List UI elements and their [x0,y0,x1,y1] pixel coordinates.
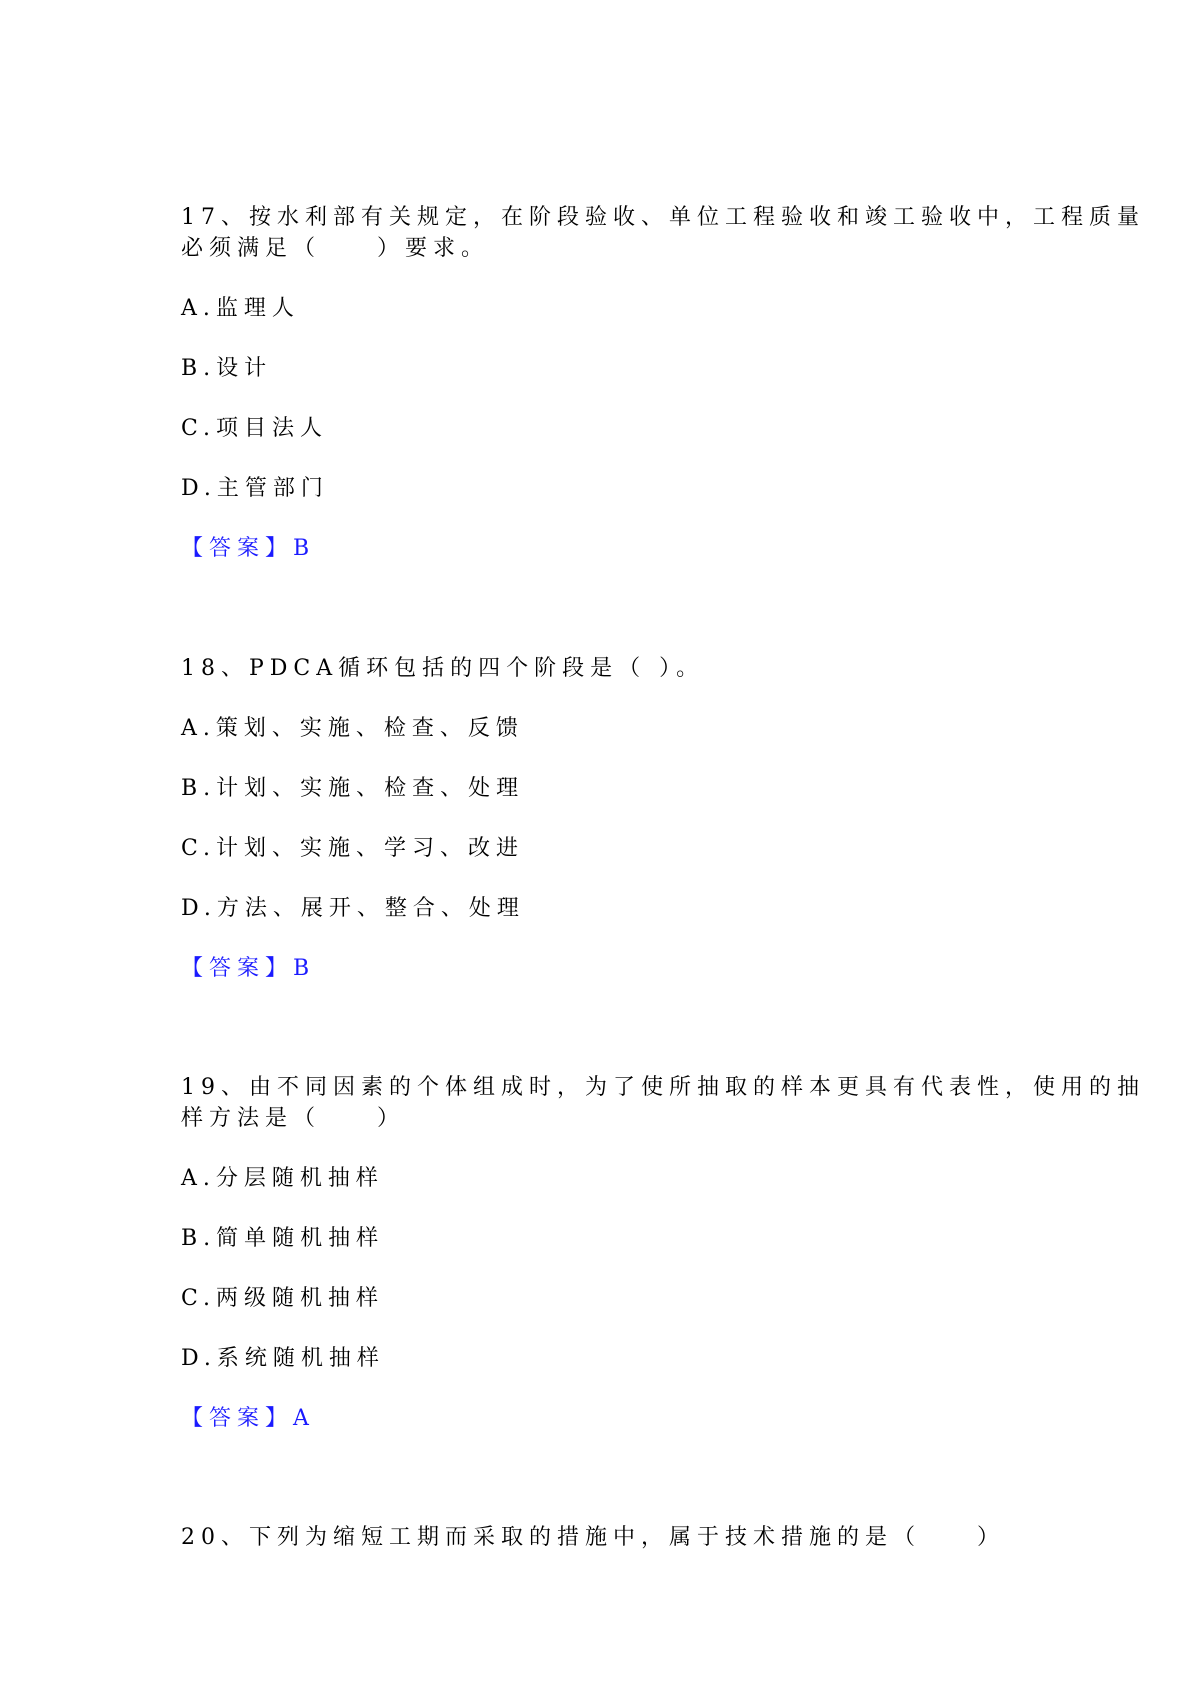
option-b: B.计划、实施、检查、处理 [181,776,525,801]
option-a: A.策划、实施、检查、反馈 [181,716,524,741]
answer-label: 【答案】B [181,956,316,981]
option-c: C.计划、实施、学习、改进 [181,836,525,861]
question-stem-line: 18、PDCA循环包括的四个阶段是（ ）。 [181,656,705,681]
question-stem-line: 样方法是（ ） [181,1106,406,1131]
option-d: D.系统随机抽样 [181,1346,385,1371]
option-a: A.监理人 [181,296,300,321]
option-d: D.方法、展开、整合、处理 [181,896,525,921]
answer-label: 【答案】B [181,536,316,561]
option-b: B.简单随机抽样 [181,1226,385,1251]
option-c: C.项目法人 [181,416,329,441]
option-d: D.主管部门 [181,476,329,501]
option-a: A.分层随机抽样 [181,1166,384,1191]
answer-label: 【答案】A [181,1406,315,1431]
question-stem-line: 20、下列为缩短工期而采取的措施中，属于技术措施的是（ ） [181,1525,1005,1550]
option-b: B.设计 [181,356,273,381]
question-stem-line: 19、由不同因素的个体组成时，为了使所抽取的样本更具有代表性，使用的抽 [181,1075,1145,1100]
question-stem-line: 17、按水利部有关规定，在阶段验收、单位工程验收和竣工验收中，工程质量 [181,205,1145,230]
option-c: C.两级随机抽样 [181,1286,385,1311]
question-stem-line: 必须满足（ ）要求。 [181,236,490,261]
